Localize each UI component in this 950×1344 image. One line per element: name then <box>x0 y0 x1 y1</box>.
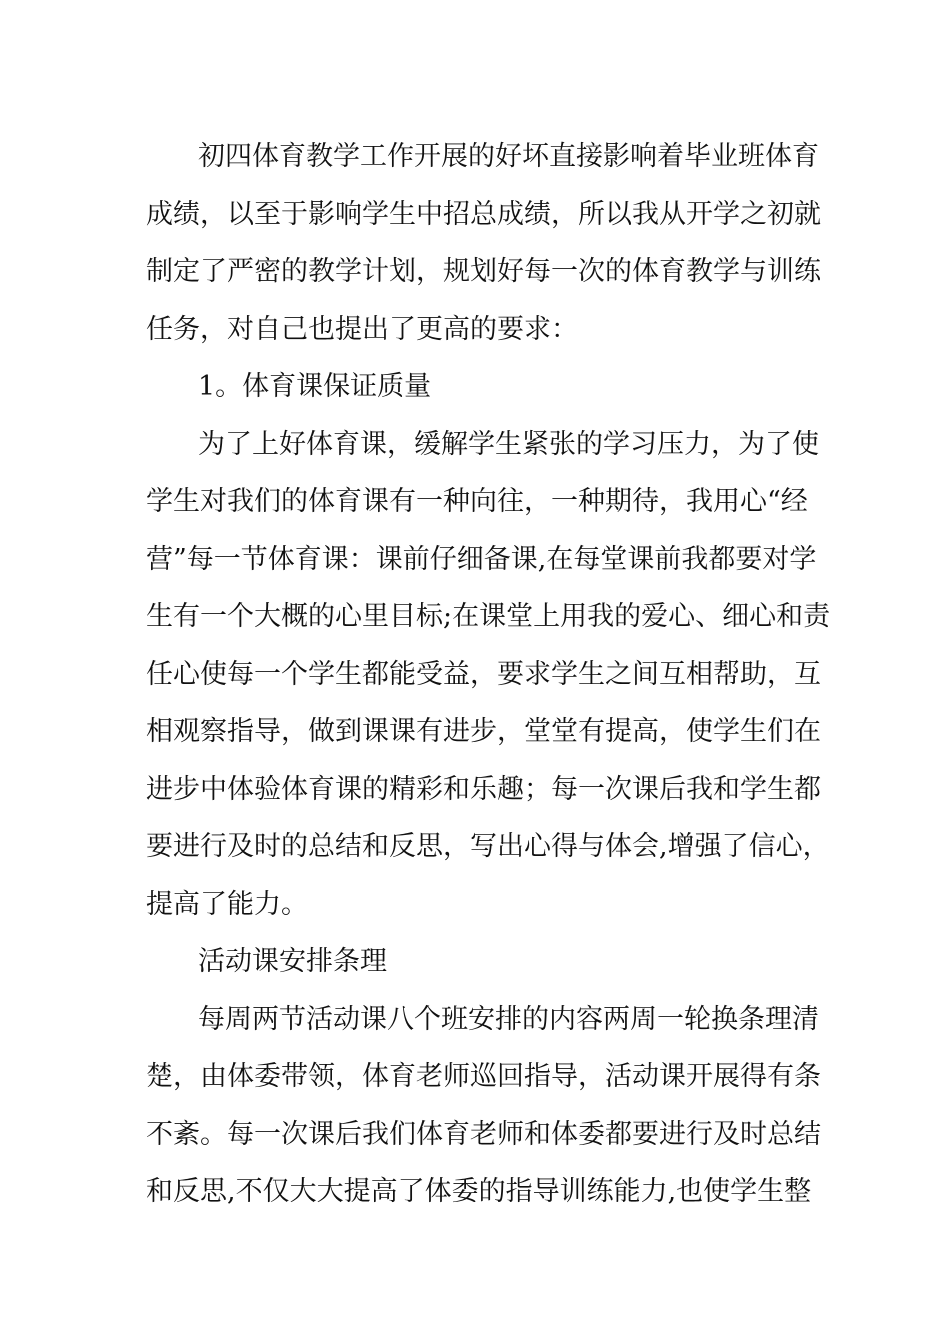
paragraph-line: 初四体育教学工作开展的好坏直接影响着毕业班体育 <box>198 141 819 172</box>
paragraph-line: 不紊。每一次课后我们体育老师和体委都要进行及时总结 <box>146 1118 821 1150</box>
paragraph-line: 制定了严密的教学计划，规划好每一次的体育教学与训练 <box>146 256 821 287</box>
paragraph-line: 每周两节活动课八个班安排的内容两周一轮换条理清 <box>198 1003 819 1035</box>
paragraph-line: 任务，对自己也提出了更高的要求： <box>146 313 578 345</box>
paragraph-line: 提高了能力。 <box>146 888 308 920</box>
section-heading: 1。体育课保证质量 <box>198 371 432 402</box>
paragraph-line: 要进行及时的总结和反思，写出心得与体会,增强了信心， <box>146 831 830 862</box>
section-heading: 活动课安排条理 <box>198 946 387 977</box>
paragraph-line: 相观察指导，做到课课有进步，堂堂有提高，使学生们在 <box>146 716 821 747</box>
paragraph-line: 和反思,不仅大大提高了体委的指导训练能力,也使学生整 <box>146 1176 812 1207</box>
paragraph-line: 任心使每一个学生都能受益，要求学生之间互相帮助，互 <box>146 658 821 690</box>
paragraph-line: 学生对我们的体育课有一种向往，一种期待，我用心“经 <box>146 486 808 517</box>
paragraph-line: 生有一个大概的心里目标;在课堂上用我的爱心、细心和责 <box>146 601 831 632</box>
paragraph-line: 为了上好体育课，缓解学生紧张的学习压力，为了使 <box>198 428 819 460</box>
paragraph-line: 楚，由体委带领，体育老师巡回指导，活动课开展得有条 <box>146 1061 821 1092</box>
paragraph-line: 进步中体验体育课的精彩和乐趣；每一次课后我和学生都 <box>146 773 821 805</box>
paragraph-line: 营”每一节体育课：课前仔细备课,在每堂课前我都要对学 <box>146 543 817 575</box>
document-body <box>146 128 831 1221</box>
paragraph-line: 成绩，以至于影响学生中招总成绩，所以我从开学之初就 <box>146 198 821 230</box>
